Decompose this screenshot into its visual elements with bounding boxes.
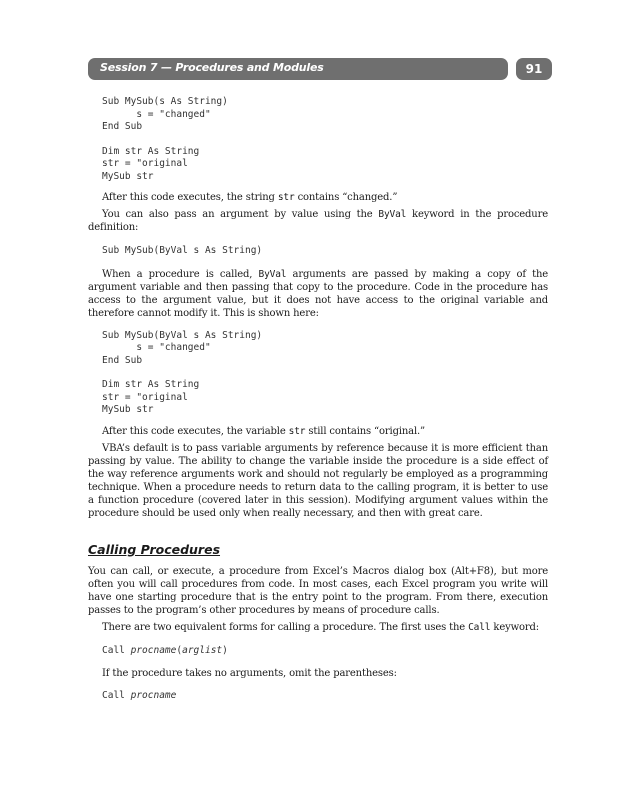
code-block-byval-signature: Sub MySub(ByVal s As String) — [102, 245, 263, 256]
running-header-title: Session 7 — Procedures and Modules — [100, 61, 324, 74]
paragraph-calling-procedures: You can call, or execute, a procedure from Excel’s Macros dialog box (Alt+F8), but more often you will call procedures from code. In most cases, each Excel program you write will have one starting procedure that is the entry point to the program. From there, execution passes to the program’s other procedures by means of procedure calls. — [88, 565, 548, 616]
code-block-byval-call: Dim str As String str = "original MySub str — [102, 379, 200, 415]
running-header-bar — [88, 58, 508, 80]
paragraph-after-code: After this code executes, the string str contains “changed.” — [102, 192, 398, 203]
code-block-byval-sub: Sub MySub(ByVal s As String) s = "changed" End Sub — [102, 329, 263, 366]
inline-code: str — [288, 425, 306, 437]
paragraph-no-args: If the procedure takes no arguments, omit the parentheses: — [102, 668, 397, 679]
inline-code: Call — [468, 621, 491, 633]
inline-code: ByVal — [378, 209, 407, 220]
code-block-call-mysub: Dim str As String str = "original MySub str — [102, 145, 200, 182]
paragraph-byval-intro: You can also pass an argument by value using the ByVal keyword in the procedure definition: — [88, 209, 548, 233]
inline-code: str — [277, 192, 295, 203]
paragraph-after-byval-code: After this code executes, the variable str still contains “original.” — [102, 425, 426, 437]
page-number: 91 — [516, 58, 552, 80]
code-call-no-args: Call procname — [102, 690, 177, 701]
paragraph-byval-explanation: When a procedure is called, ByVal arguments are passed by making a copy of the argument variable and then passing that copy to the procedure. Code in the procedure has access to the argument value, but it does not have access to the original variable and therefore cannot modify it. This is shown here: — [88, 268, 549, 319]
paragraph-vba-default: VBA’s default is to pass variable arguments by reference because it is more efficient than passing by value. The ability to change the variable inside the procedure is a side effect of the way reference arguments work and should not regularly be employed as a programming technique. When a procedure needs to return data to the calling program, it is better to use a function procedure (covered later in this session). Modifying argument values within the procedure should be used only when really necessary, and then with great care. — [88, 442, 548, 519]
inline-code: ByVal — [258, 268, 287, 280]
page-body — [88, 96, 548, 703]
code-block-mysub: Sub MySub(s As String) s = "changed" End Sub — [102, 96, 228, 132]
code-call-with-args: Call procname(arglist) — [102, 644, 228, 656]
section-heading: Calling Procedures — [88, 541, 221, 557]
paragraph-two-forms: There are two equivalent forms for calling a procedure. The first uses the Call keyword: — [102, 621, 539, 633]
